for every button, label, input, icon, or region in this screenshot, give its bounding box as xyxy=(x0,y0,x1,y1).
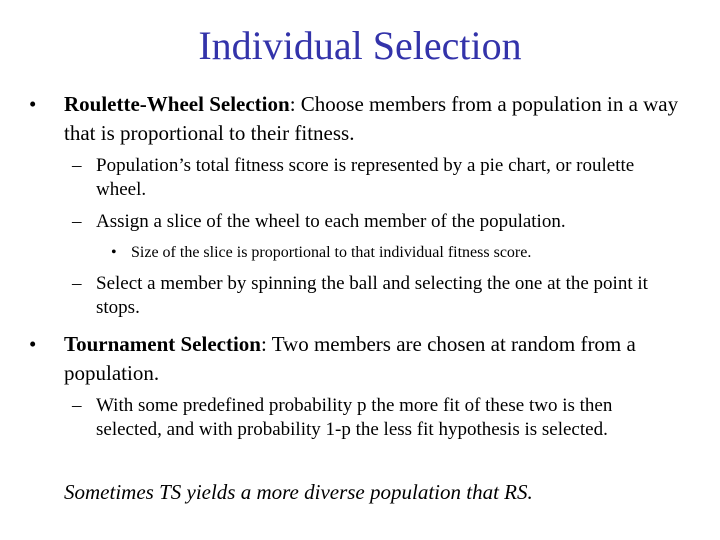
bullet-text xyxy=(64,90,704,148)
definition-roulette-wheel: : Choose members from a population in a way that is proportional to their fitness. xyxy=(64,92,679,145)
dash-marker: – xyxy=(72,395,82,416)
dash-marker: – xyxy=(72,211,82,232)
dash-marker: – xyxy=(72,273,82,294)
sub-bullet-text: Population’s total fitness score is represented by a pie chart, or roulette wheel. xyxy=(96,155,635,200)
term-tournament: Tournament Selection xyxy=(64,332,261,356)
bullet-marker: • xyxy=(29,92,37,116)
sub-bullet-text: Assign a slice of the wheel to each member of the population. xyxy=(96,211,566,232)
definition-tournament: : Two members are chosen at random from a population. xyxy=(64,332,636,385)
sub-bullet-text: Select a member by spinning the ball and selecting the one at the point it stops. xyxy=(96,273,648,318)
closing-note: Sometimes TS yields a more diverse population that RS. xyxy=(64,480,533,504)
bullet-marker: • xyxy=(29,332,37,356)
bullet-text xyxy=(64,330,704,388)
dash-marker: – xyxy=(72,155,82,176)
slide-title: Individual Selection xyxy=(198,23,522,68)
bullet-marker: • xyxy=(111,244,117,261)
term-roulette-wheel: Roulette-Wheel Selection xyxy=(64,92,290,116)
sub-sub-bullet-text: Size of the slice is proportional to that individual fitness score. xyxy=(131,244,532,261)
sub-bullet-text: With some predefined probability p the more fit of these two is then selected, and with probability 1-p the less fit hypothesis is selected. xyxy=(96,395,613,440)
